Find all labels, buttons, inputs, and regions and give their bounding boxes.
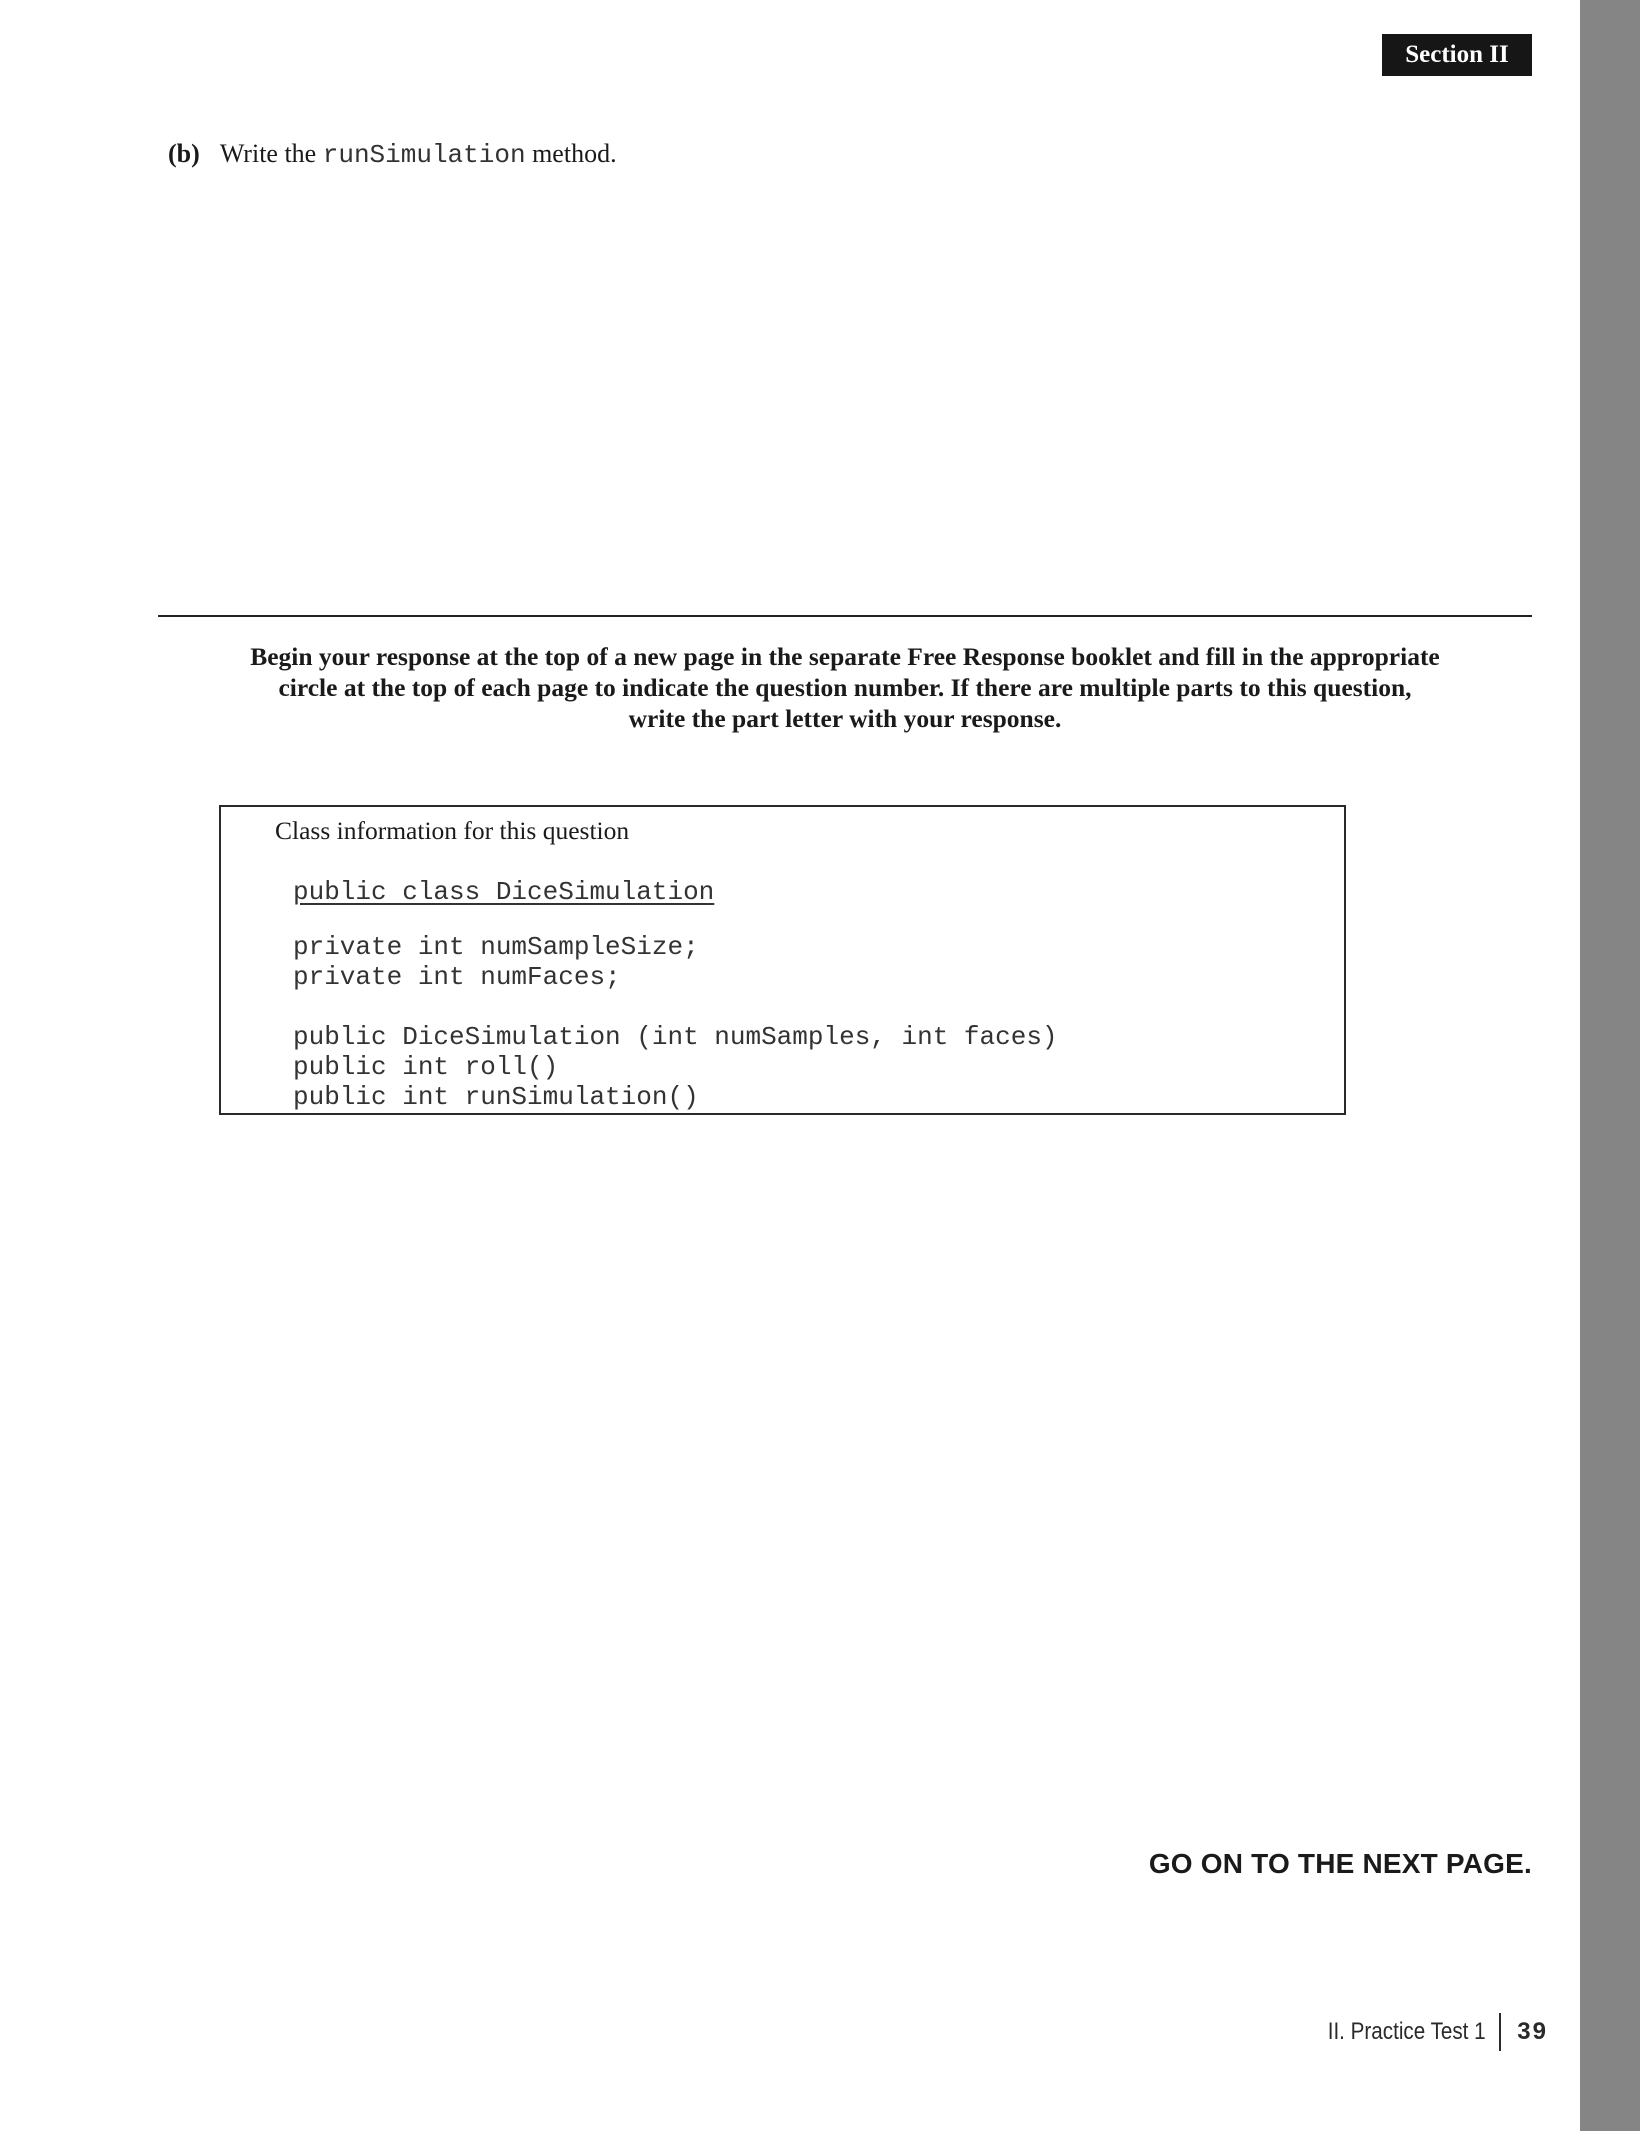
question-prompt bbox=[168, 136, 617, 173]
method-signature: public int roll() bbox=[293, 1052, 559, 1082]
go-on-to-next-page: GO ON TO THE NEXT PAGE. bbox=[1148, 1848, 1532, 1879]
side-edge-strip bbox=[1580, 0, 1640, 2131]
footer-title: II. Practice Test 1 bbox=[1327, 2018, 1486, 2045]
page-number: 39 bbox=[1517, 2018, 1548, 2045]
class-info-heading: Class information for this question bbox=[275, 816, 630, 845]
footer-separator bbox=[1499, 2013, 1501, 2051]
response-instructions: Begin your response at the top of a new page in the separate Free Response booklet and fill in the appropriate circle at the top of each page to indicate the question number. If there are multiple parts to this question, write the part letter with your response. bbox=[250, 642, 1440, 733]
method-name: runSimulation bbox=[322, 140, 526, 170]
method-signature: public DiceSimulation (int numSamples, int faces) bbox=[293, 1022, 1058, 1052]
page-footer bbox=[1302, 2013, 1548, 2051]
class-information-box bbox=[219, 805, 1346, 1115]
method-signature: public int runSimulation() bbox=[293, 1082, 699, 1112]
class-declaration: public class DiceSimulation bbox=[293, 877, 715, 907]
section-tab: Section II bbox=[1382, 34, 1532, 76]
section-divider bbox=[158, 615, 1532, 617]
field-declaration: private int numSampleSize; bbox=[293, 932, 699, 962]
prompt-prefix: Write the bbox=[219, 139, 317, 168]
prompt-suffix: method. bbox=[532, 139, 617, 168]
part-label: (b) bbox=[168, 139, 200, 168]
field-declaration: private int numFaces; bbox=[293, 962, 621, 992]
